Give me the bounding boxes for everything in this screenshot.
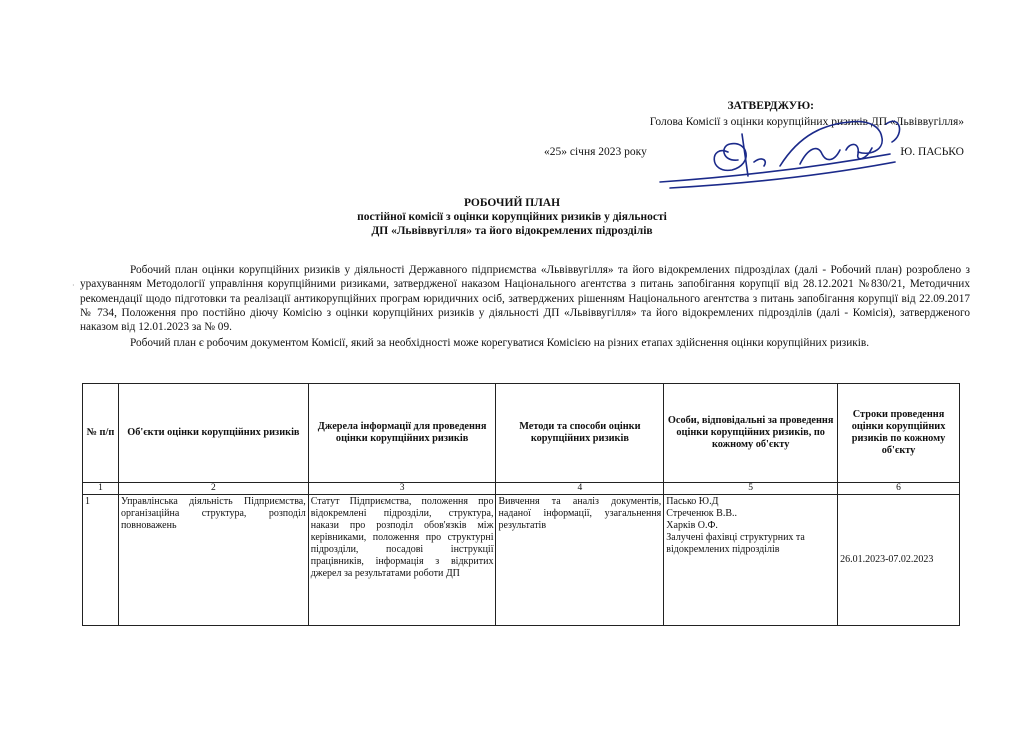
column-number-row [83, 483, 960, 495]
handwritten-signature [650, 104, 910, 194]
title-line-2: постійної комісії з оцінки корупційних ризиків у діяльності [357, 211, 667, 223]
header-methods: Методи та способи оцінки корупційних ризиків [496, 384, 664, 483]
approval-name: Ю. ПАСЬКО [900, 146, 964, 158]
column-number: 6 [838, 483, 960, 495]
person-item: Стреченюк В.В.. [666, 508, 737, 519]
column-number: 1 [83, 483, 119, 495]
column-number: 3 [308, 483, 496, 495]
work-plan-table [82, 383, 960, 626]
document-title [0, 196, 1024, 238]
header-sources: Джерела інформації для проведення оцінки корупційних ризиків [308, 384, 496, 483]
column-number: 4 [496, 483, 664, 495]
intro-text [80, 263, 970, 351]
column-number: 5 [664, 483, 838, 495]
approval-header: ЗАТВЕРДЖУЮ: [727, 100, 814, 112]
scan-speck: · [72, 281, 75, 290]
table-header-row [83, 384, 960, 483]
row-sources: Статут Підприємства, положення про відокремлені підрозділи, структура, накази про розподіл обов'язків між керівниками, положення про структурні підрозділи, посадові інструкції працівників, інформація з відкритих джерел за результатами роботи ДП [308, 495, 496, 626]
header-objects: Об'єкти оцінки корупційних ризиків [118, 384, 308, 483]
person-item: Залучені фахівці структурних та відокремлених підрозділів [666, 532, 805, 555]
row-object: Управлінська діяльність Підприємства, організаційна структура, розподіл повноважень [118, 495, 308, 626]
intro-paragraph-2: Робочий план є робочим документом Комісії, який за необхідності може корегуватися Комісією на різних етапах здійснення оцінки корупційних ризиків. [130, 337, 870, 350]
approval-position: Голова Комісії з оцінки корупційних ризиків ДП «Львіввугілля» [649, 116, 964, 128]
row-number: 1 [83, 495, 119, 626]
row-methods: Вивчення та аналіз документів, наданої інформації, узагальнення результатів [496, 495, 664, 626]
header-persons: Особи, відповідальні за проведення оцінки корупційних ризиків, по кожному об'єкту [664, 384, 838, 483]
header-terms: Строки проведення оцінки корупційних ризиків по кожному об'єкту [838, 384, 960, 483]
approval-date: «25» січня 2023 року [544, 146, 647, 158]
row-persons [664, 495, 838, 626]
person-item: Харків О.Ф. [666, 520, 718, 531]
intro-paragraph-1: Робочий план оцінки корупційних ризиків у діяльності Державного підприємства «Львіввугілля» та його відокремлених підрозділах (далі - Робочий план) розроблено з урахуванням Методології управління корупційними ризиками, затвердженої наказом Національного агентства з питань запобігання корупції від 28.12.2021 №830/21, Методичних рекомендації щодо підготовки та реалізації антикорупційних програм юридичних осіб, затверджених рішенням Національного агентства з питань запобігання корупції від 22.09.2017 № 734, Положення про постійно діючу Комісію з оцінки корупційних ризиків у діяльності ДП «Львіввугілля» та його відокремлених підрозділів (далі - Комісія), затвердженого наказом від 12.01.2023 за № 09. [80, 264, 970, 334]
row-dates: 26.01.2023-07.02.2023 [838, 495, 960, 626]
person-item: Пасько Ю.Д [666, 496, 719, 507]
title-line-3: ДП «Львіввугілля» та його відокремлених підрозділів [371, 225, 653, 237]
table-row [83, 495, 960, 626]
title-line-1: РОБОЧИЙ ПЛАН [463, 197, 561, 209]
header-number: № п/п [83, 384, 119, 483]
column-number: 2 [118, 483, 308, 495]
